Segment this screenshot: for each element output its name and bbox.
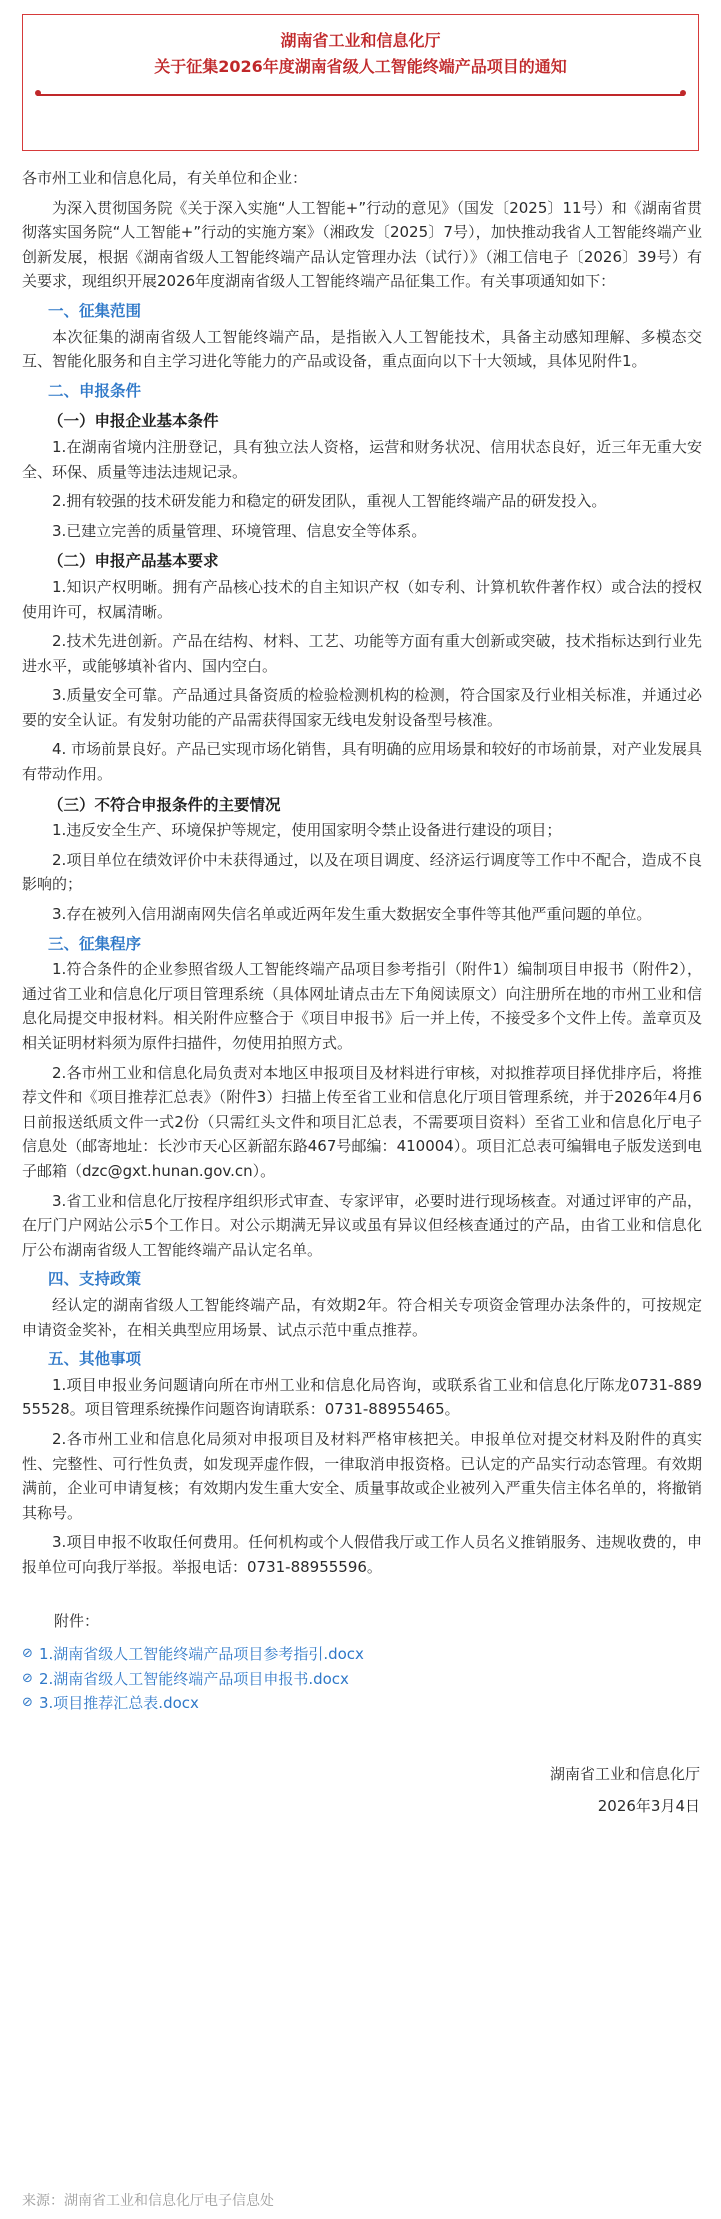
paragraph: 2.各市州工业和信息化局负责对本地区申报项目及材料进行审核，对拟推荐项目择优排序后，将推荐文件和《项目推荐汇总表》（附件3）扫描上传至省工业和信息化厅项目管理系统，并于2026年4月6日前报送纸质文件一式2份（只需红头文件和项目汇总表，不需要项目资料）至省工业和信息化厅电子信息处（邮寄地址：长沙市天心区新韶东路467号邮编：410004）。项目汇总表可编辑电子版发送到电子邮箱（dzc@gxt.hunan.gov.cn）。	[22, 1063, 702, 1180]
section-heading-conditions: 二、申报条件	[48, 381, 142, 400]
paragraph: 1.在湖南省境内注册登记，具有独立法人资格，运营和财务状况、信用状态良好，近三年无重大安全、环保、质量等违法违规记录。	[22, 437, 702, 481]
paragraph: 3.省工业和信息化厅按程序组织形式审查、专家评审，必要时进行现场核查。对通过评审的产品，在厅门户网站公示5个工作日。对公示期满无异议或虽有异议但经核查通过的产品，由省工业和信息化厅公布湖南省级人工智能终端产品认定名单。	[22, 1191, 702, 1259]
paragraph: 1.违反安全生产、环境保护等规定，使用国家明令禁止设备进行建设的项目；	[52, 821, 562, 840]
subheading-exclusions: （三）不符合申报条件的主要情况	[48, 795, 281, 814]
attachment-link-3[interactable]	[22, 1691, 702, 1716]
paragraph: 3.项目申报不收取任何费用。任何机构或个人假借我厅或工作人员名义推销服务、违规收费的，申报单位可向我厅举报。举报电话：0731-88955596。	[22, 1533, 702, 1576]
paragraph: 本次征集的湖南省级人工智能终端产品，是指嵌入人工智能技术，具备主动感知理解、多模态交互、智能化服务和自主学习进化等能力的产品或设备，重点面向以下十大领域，具体见附件1。	[22, 327, 702, 371]
paragraph: 3.存在被列入信用湖南网失信名单或近两年发生重大数据安全事件等其他严重问题的单位。	[52, 905, 652, 924]
header-notice-title: 关于征集2026年度湖南省级人工智能终端产品项目的通知	[154, 57, 567, 76]
section-heading-procedure: 三、征集程序	[48, 934, 142, 953]
attachments-heading: 附件：	[54, 1612, 100, 1631]
paragraph: 1.项目申报业务问题请向所在市州工业和信息化局咨询，或联系省工业和信息化厅陈龙0731-88955528。项目管理系统操作问题咨询请联系：0731-88955465。	[22, 1375, 702, 1419]
notice-header	[22, 14, 699, 151]
article-body	[22, 166, 702, 1819]
paragraph: 2.技术先进创新。产品在结构、材料、工艺、功能等方面有重大创新或突破，技术指标达到行业先进水平，或能够填补省内、国内空白。	[22, 632, 702, 675]
section-heading-policy: 四、支持政策	[48, 1270, 142, 1289]
source-note: 来源：湖南省工业和信息化厅电子信息处	[22, 2193, 274, 2209]
signature-date: 2026年3月4日	[597, 1797, 700, 1816]
divider-dot-right	[680, 90, 686, 96]
header-org-title: 湖南省工业和信息化厅	[280, 31, 441, 50]
subheading-product-requirements: （二）申报产品基本要求	[48, 552, 219, 571]
intro-paragraph: 为深入贯彻国务院《关于深入实施“人工智能+”行动的意见》（国发〔2025〕11号）和《湖南省贯彻落实国务院“人工智能+”行动的实施方案》（湘政发〔2025〕7号），加快推动我省人工智能终端产业创新发展，根据《湖南省级人工智能终端产品认定管理办法（试行）》（湘工信电子〔2026〕39号）有关要求，现组织开展2026年度湖南省级人工智能终端产品征集工作。有关事项通知如下：	[22, 198, 702, 291]
header-divider	[37, 94, 684, 96]
attachment-link-1[interactable]	[22, 1642, 702, 1667]
attachment-label: 3.项目推荐汇总表.docx	[39, 1694, 199, 1713]
paragraph: 2.拥有较强的技术研发能力和稳定的研发团队，重视人工智能终端产品的研发投入。	[52, 492, 607, 511]
salutation: 各市州工业和信息化局，有关单位和企业：	[22, 169, 308, 187]
paperclip-icon: ⊘	[22, 1695, 33, 1711]
paragraph: 1.符合条件的企业参照省级人工智能终端产品项目参考指引（附件1）编制项目申报书（附件2），通过省工业和信息化厅项目管理系统（具体网址请点击左下角阅读原文）向注册所在地的市州工业和信息化局提交申报材料。相关附件应整合于《项目申报书》后一并上传，不接受多个文件上传。盖章页及相关证明材料须为原件扫描件，勿使用拍照方式。	[22, 960, 702, 1052]
paragraph: 3.质量安全可靠。产品通过具备资质的检验检测机构的检测，符合国家及行业相关标准，并通过必要的安全认证。有发射功能的产品需获得国家无线电发射设备型号核准。	[22, 686, 702, 729]
paragraph: 4. 市场前景良好。产品已实现市场化销售，具有明确的应用场景和较好的市场前景，对产业发展具有带动作用。	[22, 740, 702, 784]
attachment-link-2[interactable]	[22, 1667, 702, 1692]
section-heading-other: 五、其他事项	[48, 1350, 142, 1369]
attachment-label: 1.湖南省级人工智能终端产品项目参考指引.docx	[39, 1645, 364, 1664]
paperclip-icon: ⊘	[22, 1646, 33, 1662]
paragraph: 2.各市州工业和信息化局须对申报项目及材料严格审核把关。申报单位对提交材料及附件的真实性、完整性、可行性负责，如发现弄虚作假，一律取消申报资格。已认定的产品实行动态管理。有效期满前，企业可申请复核；有效期内发生重大安全、质量事故或企业被列入严重失信主体名单的，将撤销其称号。	[22, 1429, 702, 1522]
paragraph: 3.已建立完善的质量管理、环境管理、信息安全等体系。	[52, 521, 427, 540]
section-heading-scope: 一、征集范围	[48, 301, 142, 320]
signature-org: 湖南省工业和信息化厅	[549, 1764, 700, 1783]
paragraph: 2.项目单位在绩效评价中未获得通过，以及在项目调度、经济运行调度等工作中不配合，造成不良影响的；	[22, 850, 702, 894]
attachment-label: 2.湖南省级人工智能终端产品项目申报书.docx	[39, 1669, 349, 1688]
paragraph: 经认定的湖南省级人工智能终端产品，有效期2年。符合相关专项资金管理办法条件的，可按规定申请资金奖补，在相关典型应用场景、试点示范中重点推荐。	[22, 1295, 702, 1339]
paperclip-icon: ⊘	[22, 1670, 33, 1686]
paragraph: 1.知识产权明晰。拥有产品核心技术的自主知识产权（如专利、计算机软件著作权）或合法的授权使用许可，权属清晰。	[22, 577, 702, 621]
subheading-enterprise-conditions: （一）申报企业基本条件	[48, 412, 219, 431]
